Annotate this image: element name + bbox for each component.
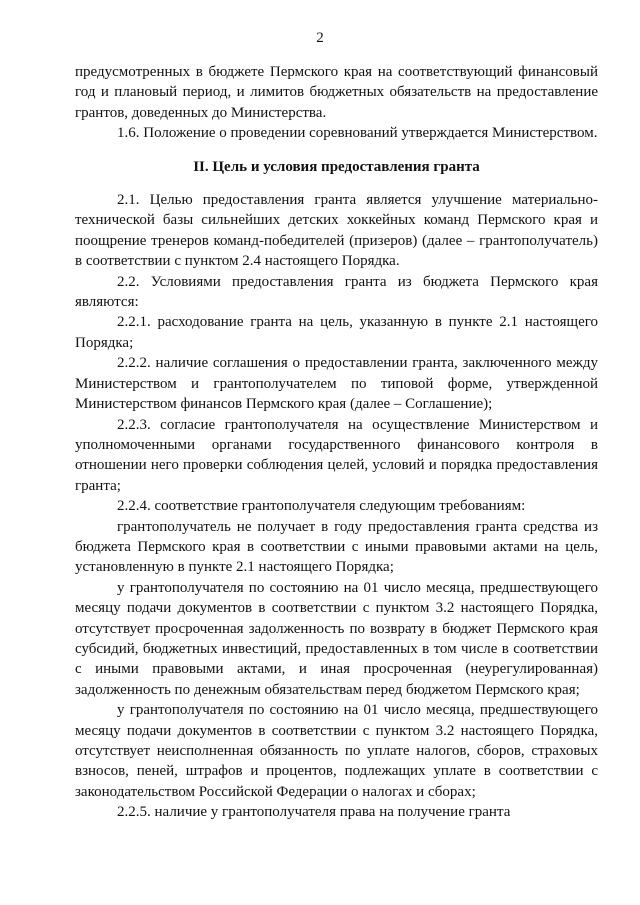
paragraph-2-2-3: 2.2.3. согласие грантополучателя на осуществление Министерством и уполномоченными органами государственного финансового контроля в отношении него проверки соблюдения целей, условий и порядка предоставления гранта; — [75, 416, 598, 494]
document-body — [75, 62, 598, 823]
paragraph-2-2-4: 2.2.4. соответствие грантополучателя следующим требованиям: — [117, 498, 526, 515]
section-title: II. Цель и условия предоставления гранта — [193, 158, 480, 175]
paragraph-1-6: 1.6. Положение о проведении соревнований утверждается Министерством. — [117, 125, 598, 142]
paragraph-2-2-5: 2.2.5. наличие у грантополучателя права на получение гранта — [117, 804, 511, 821]
paragraph-requirement-3: у грантополучателя по состоянию на 01 число месяца, предшествующего месяцу подачи документов в соответствии с пунктом 3.2 настоящего Порядка, отсутствует неисполненная обязанность по уплате налогов, сборов, страховых взносов, пеней, штрафов и процентов, подлежащих уплате в соответствии с законодательством Российской Федерации о налогах и сборах; — [75, 702, 598, 800]
paragraph-requirement-1: грантополучатель не получает в году предоставления гранта средства из бюджета Пермского края в соответствии с иными правовыми актами на цель, установленную в пункте 2.1 настоящего Порядка; — [75, 518, 598, 576]
paragraph-requirement-2: у грантополучателя по состоянию на 01 число месяца, предшествующего месяцу подачи документов в соответствии с пунктом 3.2 настоящего Порядка, отсутствует просроченная задолженность по возврату в бюджет Пермского края субсидий, бюджетных инвестиций, предоставленных в том числе в соответствии с иными правовыми актами, и иная просроченная (неурегулированная) задолженность по денежным обязательствам перед бюджетом Пермского края; — [75, 579, 598, 698]
paragraph-continuation: предусмотренных в бюджете Пермского края на соответствующий финансовый год и плановый период, и лимитов бюджетных обязательств на предоставление грантов, доведенных до Министерства. — [75, 64, 598, 121]
page-number: 2 — [316, 30, 324, 46]
paragraph-2-2: 2.2. Условиями предоставления гранта из бюджета Пермского края являются: — [75, 273, 598, 311]
paragraph-2-1: 2.1. Целью предоставления гранта является улучшение материально-технической базы сильнейших детских хоккейных команд Пермского края и поощрение тренеров команд-победителей (призеров) (далее – грантополучатель) в соответствии с пунктом 2.4 настоящего Порядка. — [75, 192, 598, 270]
paragraph-2-2-2: 2.2.2. наличие соглашения о предоставлении гранта, заключенного между Министерством и грантополучателем по типовой форме, утвержденной Министерством финансов Пермского края (далее – Соглашение); — [75, 355, 598, 413]
paragraph-2-2-1: 2.2.1. расходование гранта на цель, указанную в пункте 2.1 настоящего Порядка; — [75, 314, 598, 351]
